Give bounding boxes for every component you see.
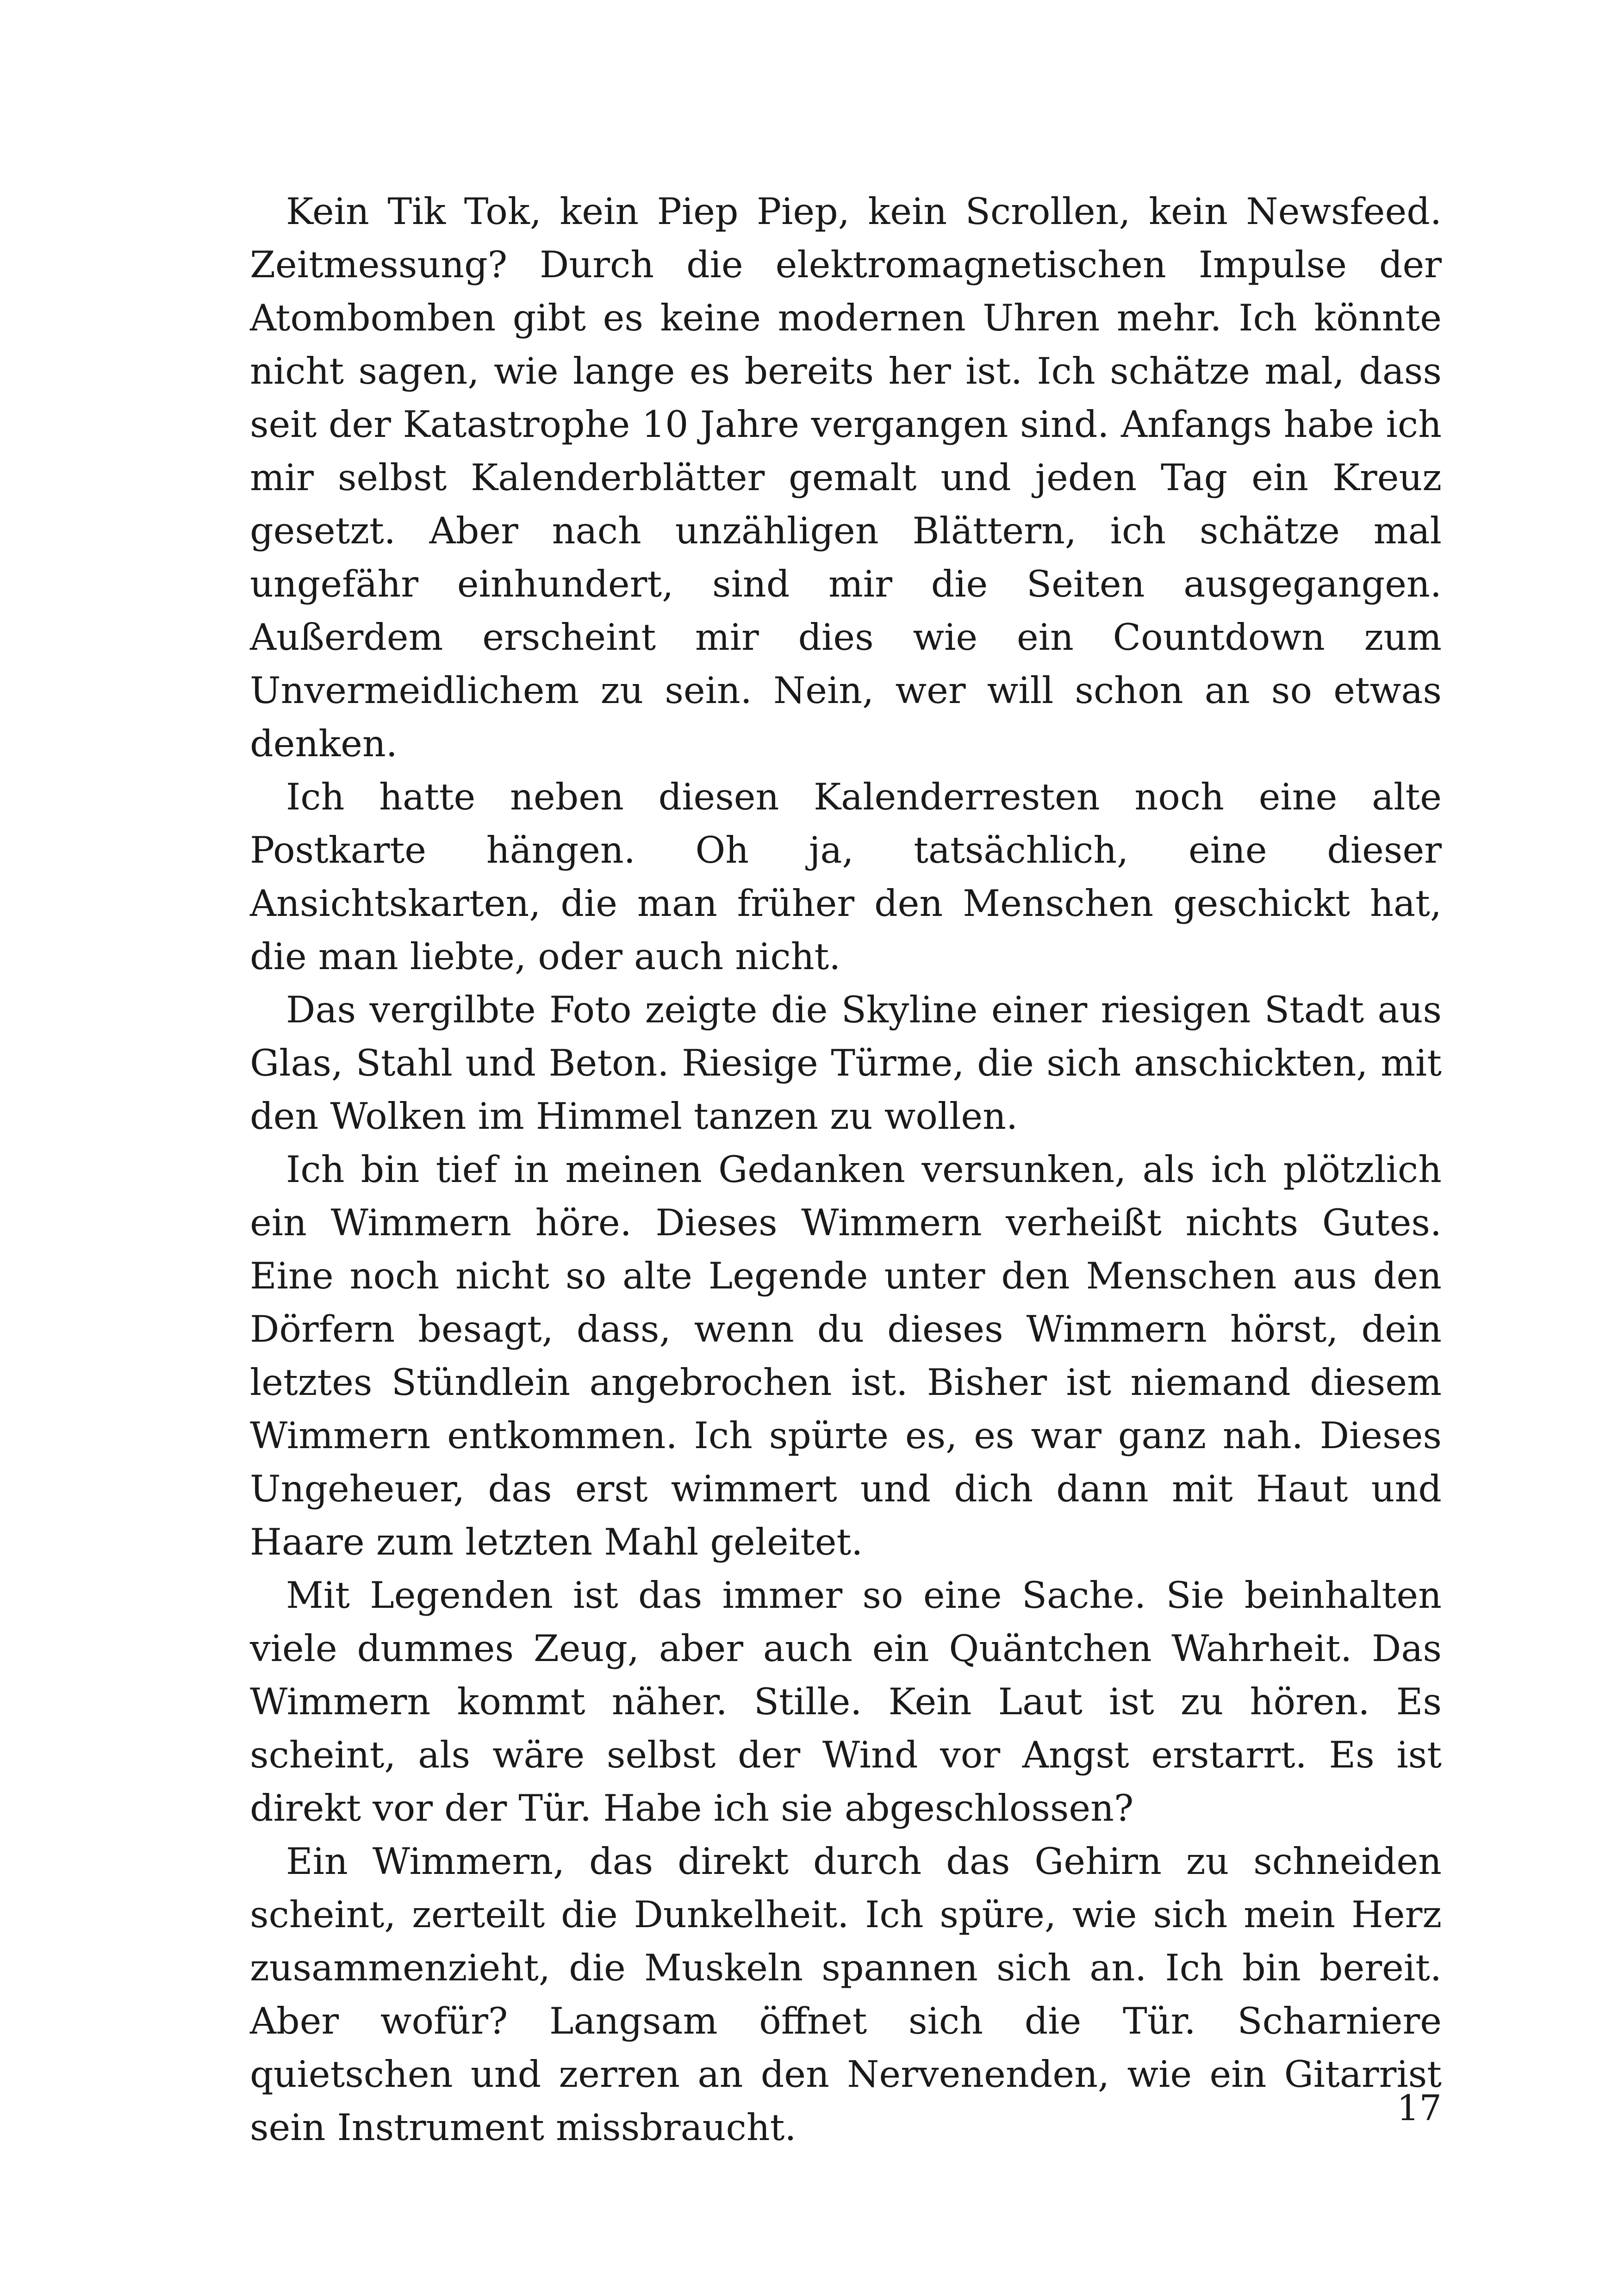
paragraph: Kein Tik Tok, kein Piep Piep, kein Scrollen, kein Newsfeed. Zeitmessung? Durch die elektromagnetischen Impulse der Atombomben gibt es keine modernen Uhren mehr. Ich könnte nicht sagen, wie lange es bereits her ist. Ich schätze mal, dass seit der Katastrophe 10 Jahre vergangen sind. Anfangs habe ich mir selbst Kalenderblätter gemalt und jeden Tag ein Kreuz gesetzt. Aber nach unzähligen Blättern, ich schätze mal ungefähr einhundert, sind mir die Seiten ausgegangen. Außerdem erscheint mir dies wie ein Countdown zum Unvermeidlichem zu sein. Nein, wer will schon an so etwas denken. [250, 190, 1442, 765]
paragraph: Ich bin tief in meinen Gedanken versunken, als ich plötzlich ein Wimmern höre. Dieses Wimmern verheißt nichts Gutes. Eine noch nicht so alte Legende unter den Menschen aus den Dörfern besagt, dass, wenn du dieses Wimmern hörst, dein letztes Stündlein angebrochen ist. Bisher ist niemand diesem Wimmern entkommen. Ich spürte es, es war ganz nah. Dieses Ungeheuer, das erst wimmert und dich dann mit Haut und Haare zum letzten Mahl geleitet. [250, 1148, 1442, 1563]
paragraph: Ein Wimmern, das direkt durch das Gehirn zu schneiden scheint, zerteilt die Dunkelheit. Ich spüre, wie sich mein Herz zusammenzieht, die Muskeln spannen sich an. Ich bin bereit. Aber wofür? Langsam öffnet sich die Tür. Scharniere quietschen und zerren an den Nervenenden, wie ein Gitarrist sein Instrument missbraucht. [250, 1840, 1442, 2149]
page-number: 17 [1397, 2087, 1442, 2128]
paragraph: Das vergilbte Foto zeigte die Skyline einer riesigen Stadt aus Glas, Stahl und Beton. Riesige Türme, die sich anschickten, mit den Wolken im Himmel tanzen zu wollen. [250, 989, 1442, 1138]
paragraph: Ich hatte neben diesen Kalenderresten noch eine alte Postkarte hängen. Oh ja, tatsächlich, eine dieser Ansichtskarten, die man früher den Menschen geschickt hat, die man liebte, oder auch nicht. [250, 776, 1442, 978]
body-text [250, 185, 1442, 2154]
paragraph: Mit Legenden ist das immer so eine Sache. Sie beinhalten viele dummes Zeug, aber auch ein Quäntchen Wahrheit. Das Wimmern kommt näher. Stille. Kein Laut ist zu hören. Es scheint, als wäre selbst der Wind vor Angst erstarrt. Es ist direkt vor der Tür. Habe ich sie abgeschlossen? [250, 1574, 1442, 1829]
